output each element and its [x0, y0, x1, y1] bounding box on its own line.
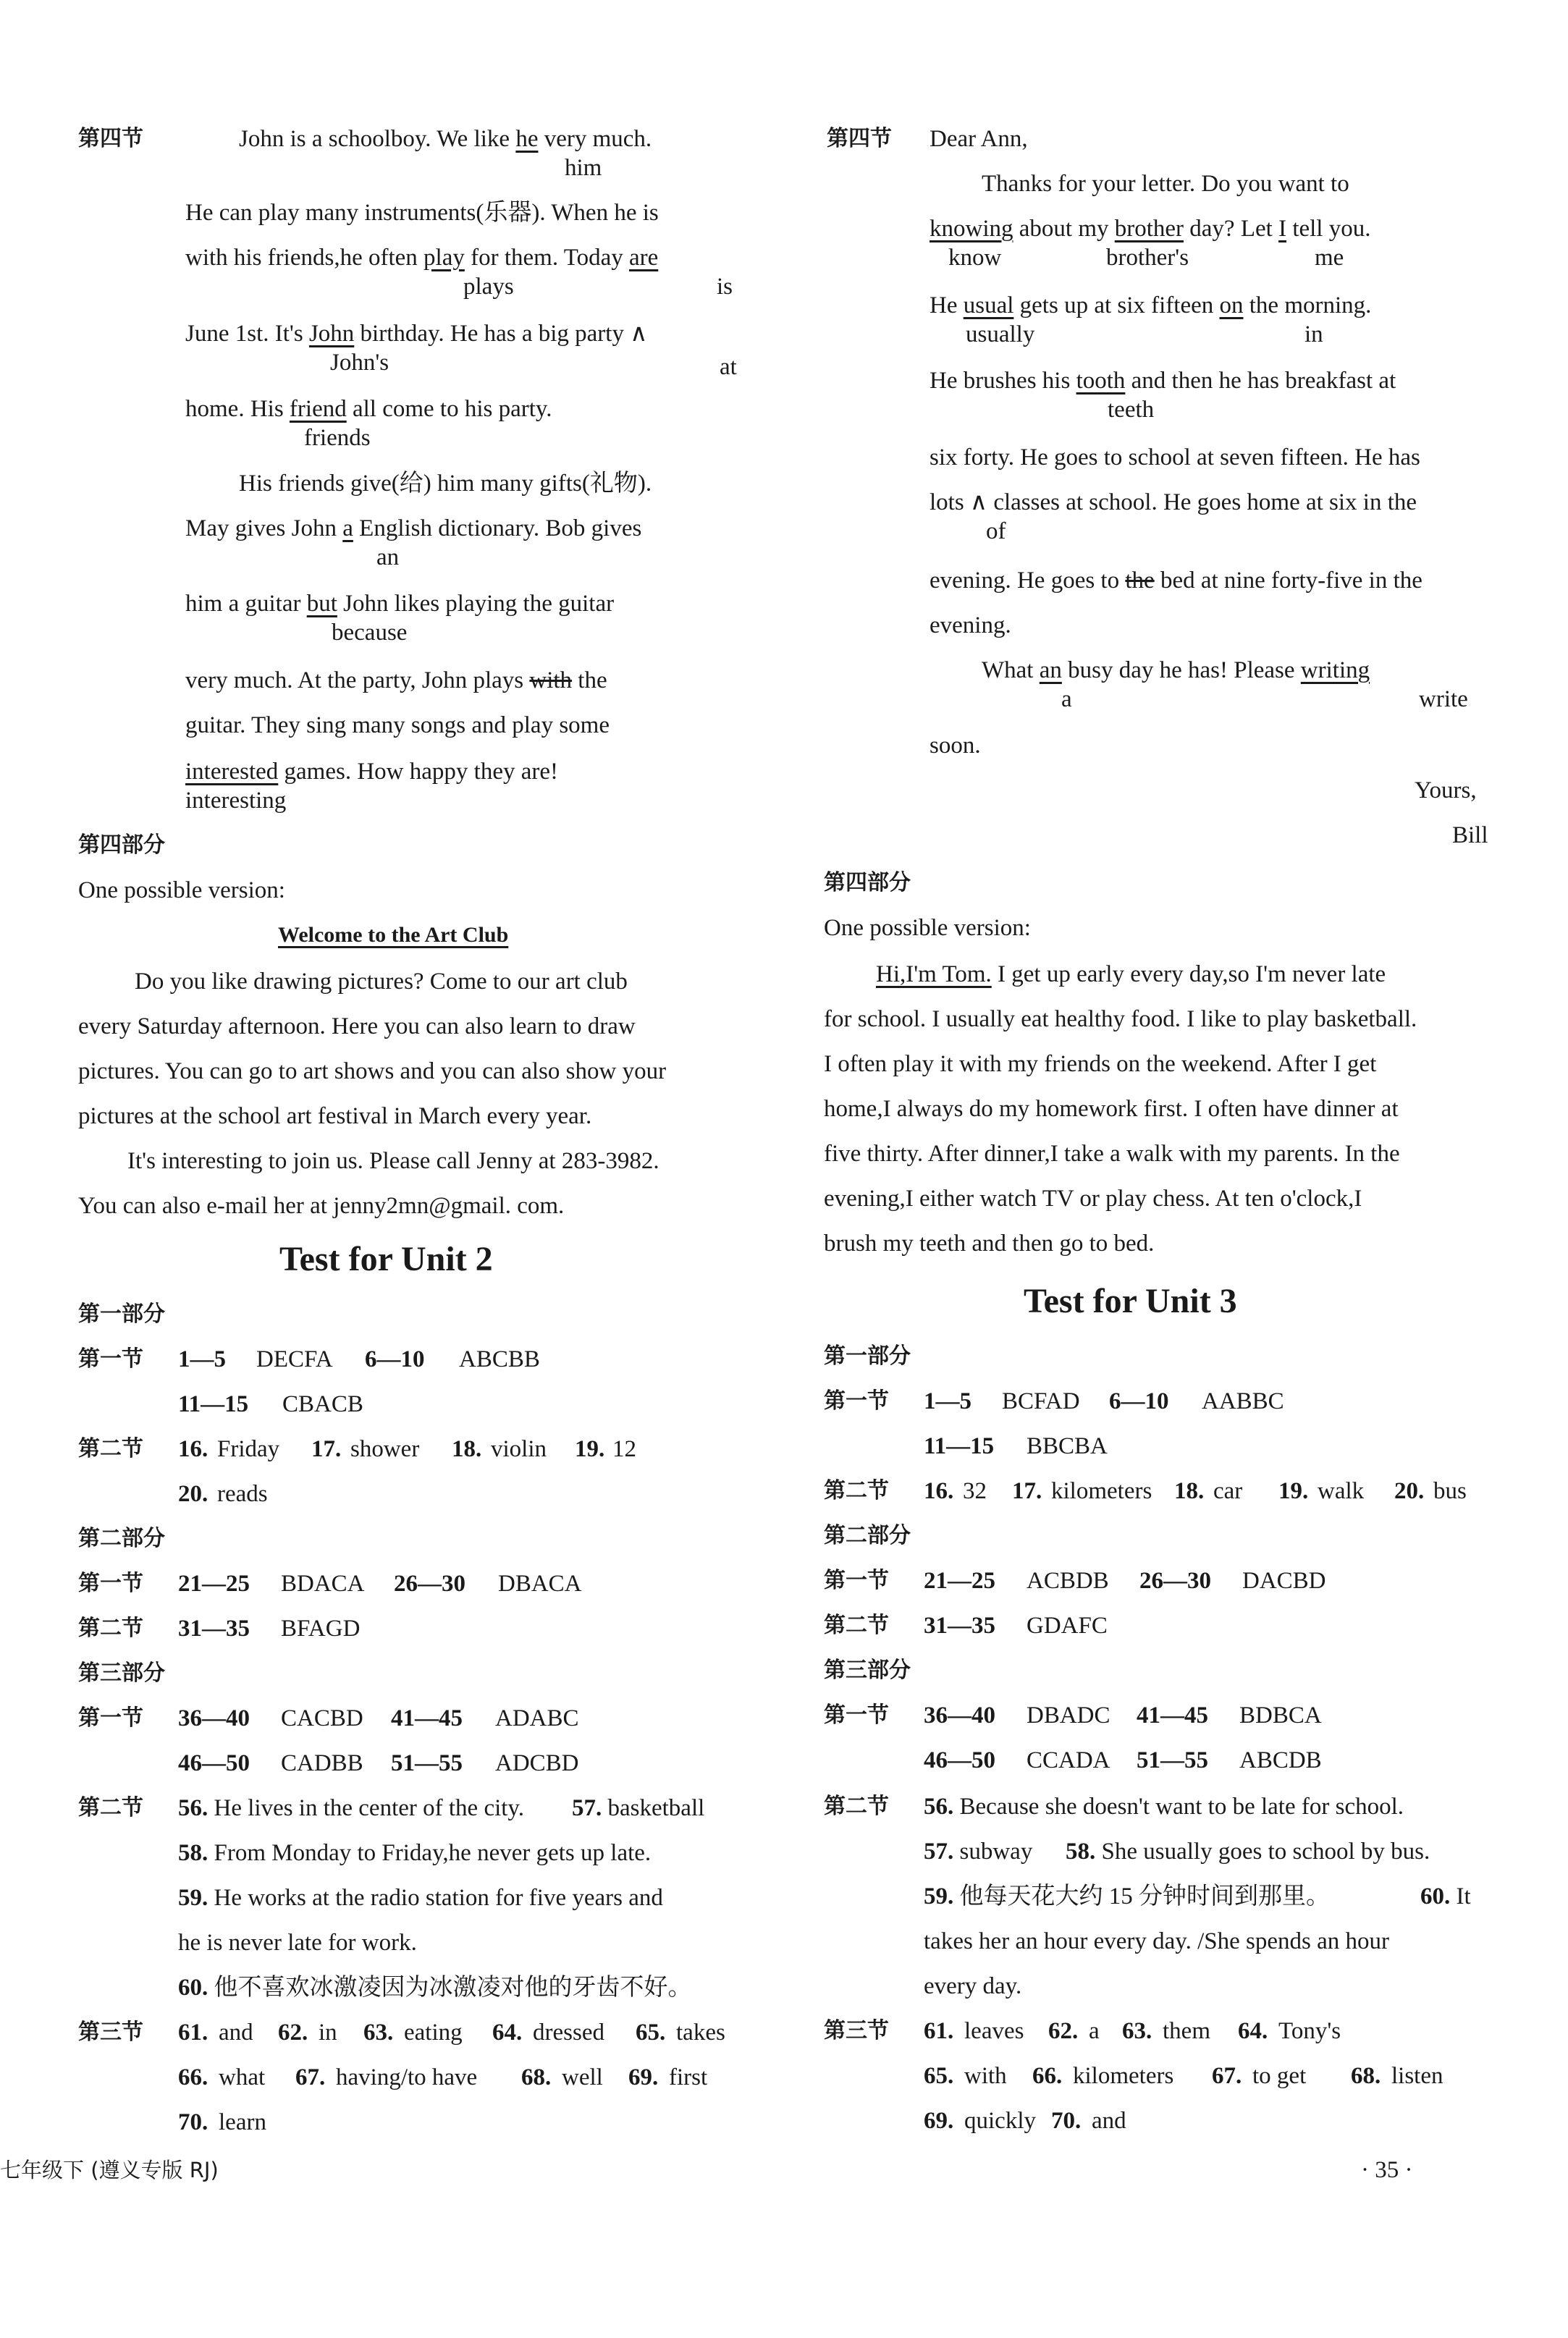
correction-line: John is a schoolboy. We like he very much.: [239, 126, 652, 152]
answer-line: 58. From Monday to Friday,he never gets up late.: [178, 1840, 652, 1866]
answer-text: first: [669, 2064, 708, 2090]
answer-range: 31—35: [178, 1616, 250, 1642]
part-label: 第三部分: [824, 1658, 911, 1683]
essay-line: I often play it with my friends on the weekend. After I get: [824, 1051, 1377, 1077]
answer-text: shower: [350, 1436, 420, 1462]
section-label: 第二节: [78, 1436, 143, 1461]
answer-text: car: [1213, 1478, 1243, 1504]
answer-range: 6—10: [365, 1346, 425, 1372]
answer-key: ADABC: [495, 1705, 579, 1731]
correction-line: home. His friend all come to his party.: [185, 396, 552, 422]
answer-key: CACBD: [281, 1705, 363, 1731]
section-label: 第一节: [78, 1705, 143, 1731]
answer-text: kilometers: [1051, 1478, 1152, 1504]
answer-key: DECFA: [256, 1346, 333, 1372]
correction-note: interesting: [185, 788, 287, 814]
answer-key: DBADC: [1027, 1702, 1110, 1729]
letter-line: evening.: [930, 612, 1011, 638]
correction-line: May gives John a English dictionary. Bob gives: [185, 515, 642, 541]
answer-range: 46—50: [924, 1747, 995, 1773]
answer-line: 59. He works at the radio station for five years and: [178, 1885, 663, 1911]
answer-range: 46—50: [178, 1750, 250, 1776]
answer-number: 70.: [178, 2109, 208, 2135]
answer-text: listen: [1391, 2063, 1443, 2089]
essay-line: You can also e-mail her at jenny2mn@gmail. com.: [78, 1193, 565, 1219]
section-label: 第一节: [78, 1571, 143, 1596]
answer-key: AABBC: [1202, 1388, 1284, 1414]
correction-note: John's: [330, 350, 389, 376]
answer-text: reads: [217, 1481, 268, 1507]
part-label: 第四部分: [78, 832, 165, 858]
answer-text: dressed: [533, 2020, 604, 2046]
answer-text: 32: [963, 1478, 987, 1504]
answer-range: 11—15: [924, 1433, 995, 1459]
correction-note: a: [1061, 686, 1072, 712]
answer-key: CADBB: [281, 1750, 363, 1776]
answer-text: walk: [1318, 1478, 1365, 1504]
answer-text: having/to have: [336, 2064, 478, 2090]
answer-text: bus: [1433, 1478, 1467, 1504]
letter-greeting: Dear Ann,: [930, 126, 1028, 152]
unit-title: Test for Unit 3: [1024, 1282, 1237, 1320]
answer-number: 68.: [1351, 2063, 1381, 2089]
answer-range: 11—15: [178, 1391, 249, 1417]
section-label: 第二节: [824, 1794, 889, 1819]
answer-range: 36—40: [924, 1702, 995, 1729]
answer-text: and: [219, 2020, 253, 2046]
correction-line: him a guitar but John likes playing the guitar: [185, 591, 615, 617]
part-label: 第一部分: [78, 1301, 165, 1327]
answer-key: DBACA: [498, 1571, 582, 1597]
answer-text: well: [562, 2064, 603, 2090]
answer-key: BBCBA: [1027, 1433, 1108, 1459]
answer-line: 57. basketball: [572, 1795, 705, 1821]
answer-key: CBACB: [282, 1391, 363, 1417]
answer-line: 58. She usually goes to school by bus.: [1066, 1839, 1430, 1865]
essay-line: for school. I usually eat healthy food. I like to play basketball.: [824, 1006, 1417, 1032]
answer-line: 57. subway: [924, 1839, 1033, 1865]
essay-title: Welcome to the Art Club: [278, 923, 509, 947]
answer-number: 18.: [1174, 1478, 1205, 1504]
answer-line: 56. Because she doesn't want to be late for school.: [924, 1794, 1404, 1820]
section-label: 第三节: [78, 2020, 143, 2045]
answer-number: 70.: [1051, 2108, 1082, 2134]
answer-range: 26—30: [394, 1571, 465, 1597]
section-label: 第一节: [824, 1388, 889, 1414]
answer-number: 63.: [1122, 2018, 1152, 2044]
answer-text: in: [319, 2020, 337, 2046]
essay-line: brush my teeth and then go to bed.: [824, 1231, 1155, 1257]
answer-number: 66.: [1032, 2063, 1063, 2089]
answer-line: 59. 他每天花大约 15 分钟时间到那里。: [924, 1883, 1330, 1909]
answer-line: he is never late for work.: [178, 1930, 417, 1956]
answer-line: takes her an hour every day. /She spends an hour: [924, 1928, 1390, 1954]
correction-note: usually: [966, 321, 1035, 347]
correction-line: His friends give(给) him many gifts(礼物).: [239, 470, 652, 497]
answer-number: 19.: [575, 1436, 605, 1462]
answer-key: BFAGD: [281, 1616, 361, 1642]
answer-text: eating: [404, 2020, 463, 2046]
correction-line: interested games. How happy they are!: [185, 759, 558, 785]
essay-line: five thirty. After dinner,I take a walk with my parents. In the: [824, 1141, 1400, 1167]
answer-text: a: [1089, 2018, 1100, 2044]
answer-line: 56. He lives in the center of the city.: [178, 1795, 525, 1821]
correction-line: He can play many instruments(乐器). When he is: [185, 200, 659, 226]
answer-range: 6—10: [1109, 1388, 1169, 1414]
answer-line: every day.: [924, 1973, 1022, 1999]
answer-number: 62.: [1048, 2018, 1079, 2044]
correction-note: write: [1419, 686, 1468, 712]
answer-number: 63.: [363, 2020, 394, 2046]
letter-line: evening. He goes to the bed at nine forty-five in the: [930, 567, 1422, 594]
correction-line: very much. At the party, John plays with the: [185, 667, 607, 693]
answer-text: takes: [676, 2020, 725, 2046]
part-label: 第二部分: [824, 1523, 911, 1548]
answer-text: kilometers: [1073, 2063, 1174, 2089]
answer-number: 17.: [311, 1436, 342, 1462]
section-label: 第二节: [78, 1616, 143, 1641]
correction-line: guitar. They sing many songs and play some: [185, 712, 610, 738]
answer-text: leaves: [964, 2018, 1024, 2044]
answer-range: 1—5: [178, 1346, 226, 1372]
answer-text: with: [964, 2063, 1007, 2089]
section-label: 第一节: [78, 1346, 143, 1372]
correction-note: teeth: [1108, 397, 1155, 423]
answer-key: DACBD: [1242, 1568, 1326, 1594]
correction-note: him: [565, 155, 602, 181]
answer-range: 36—40: [178, 1705, 250, 1731]
correction-note: because: [332, 620, 408, 646]
answer-number: 62.: [278, 2020, 308, 2046]
answer-number: 65.: [924, 2063, 954, 2089]
answer-text: 12: [612, 1436, 636, 1462]
correction-line: with his friends,he often play for them. Today are: [185, 245, 659, 271]
correction-note: at: [720, 354, 737, 380]
essay-line: Hi,I'm Tom. I get up early every day,so I'm never late: [876, 961, 1386, 987]
essay-intro: One possible version:: [78, 877, 285, 903]
answer-text: to get: [1252, 2063, 1307, 2089]
essay-line: home,I always do my homework first. I often have dinner at: [824, 1096, 1399, 1122]
answer-range: 1—5: [924, 1388, 971, 1414]
part-label: 第三部分: [78, 1660, 165, 1686]
part-label: 第二部分: [78, 1526, 165, 1551]
answer-text: violin: [491, 1436, 547, 1462]
essay-line: evening,I either watch TV or play chess. At ten o'clock,I: [824, 1186, 1362, 1212]
answer-key: ABCDB: [1239, 1747, 1322, 1773]
answer-number: 19.: [1278, 1478, 1309, 1504]
answer-number: 65.: [636, 2020, 666, 2046]
answer-number: 61.: [178, 2020, 208, 2046]
answer-key: BDACA: [281, 1571, 365, 1597]
essay-line: Do you like drawing pictures? Come to our art club: [135, 968, 628, 995]
answer-number: 18.: [452, 1436, 482, 1462]
essay-line: every Saturday afternoon. Here you can also learn to draw: [78, 1013, 636, 1039]
section-label: 第一节: [824, 1568, 889, 1593]
answer-range: 26—30: [1139, 1568, 1211, 1594]
letter-line: soon.: [930, 733, 981, 759]
letter-line: He usual gets up at six fifteen on the morning.: [930, 292, 1372, 318]
letter-line: He brushes his tooth and then he has breakfast at: [930, 368, 1396, 394]
letter-line: What an busy day he has! Please writing: [982, 657, 1370, 683]
section-label: 第二节: [78, 1795, 143, 1820]
answer-key: ABCBB: [459, 1346, 540, 1372]
answer-number: 68.: [521, 2064, 552, 2090]
correction-note: friends: [304, 425, 371, 451]
essay-intro: One possible version:: [824, 915, 1031, 941]
footer-edition: 七年级下 (遵义专版 RJ): [0, 2158, 219, 2182]
page-number: · 35 ·: [1361, 2157, 1413, 2183]
essay-line: It's interesting to join us. Please call Jenny at 283-3982.: [127, 1148, 659, 1174]
answer-text: Friday: [217, 1436, 280, 1462]
part-label: 第一部分: [824, 1343, 911, 1369]
answer-number: 17.: [1012, 1478, 1042, 1504]
answer-key: ACBDB: [1027, 1568, 1109, 1594]
correction-line: June 1st. It's John birthday. He has a big party ∧: [185, 321, 648, 347]
answer-number: 16.: [924, 1478, 954, 1504]
correction-note: is: [717, 274, 733, 300]
answer-number: 67.: [295, 2064, 326, 2090]
answer-text: and: [1092, 2108, 1126, 2134]
section-label: 第四节: [78, 126, 143, 151]
correction-note: me: [1315, 245, 1344, 271]
essay-line: pictures. You can go to art shows and you can also show your: [78, 1058, 667, 1084]
answer-range: 41—45: [391, 1705, 463, 1731]
answer-number: 16.: [178, 1436, 208, 1462]
answer-text: what: [219, 2064, 266, 2090]
answer-number: 69.: [924, 2108, 954, 2134]
letter-line: Thanks for your letter. Do you want to: [982, 171, 1349, 197]
correction-note: brother's: [1106, 245, 1189, 271]
answer-range: 21—25: [924, 1568, 995, 1594]
section-label: 第三节: [824, 2018, 889, 2043]
answer-text: them: [1163, 2018, 1210, 2044]
section-label: 第一节: [824, 1702, 889, 1728]
letter-line: knowing about my brother day? Let I tell you.: [930, 216, 1371, 242]
answer-range: 51—55: [1137, 1747, 1208, 1773]
letter-closing: Yours,: [1415, 777, 1477, 803]
correction-note: plays: [463, 274, 514, 300]
answer-number: 61.: [924, 2018, 954, 2044]
answer-key: CCADA: [1027, 1747, 1110, 1773]
letter-line: lots ∧ classes at school. He goes home at six in the: [930, 489, 1417, 515]
section-label: 第二节: [824, 1478, 889, 1503]
answer-number: 20.: [1394, 1478, 1425, 1504]
part-label: 第四部分: [824, 870, 911, 895]
answer-line: 60. It: [1420, 1883, 1471, 1909]
correction-note: an: [376, 544, 400, 570]
correction-note: know: [948, 245, 1002, 271]
correction-note: in: [1304, 321, 1323, 347]
answer-key: BCFAD: [1002, 1388, 1080, 1414]
unit-title: Test for Unit 2: [279, 1240, 493, 1278]
answer-number: 20.: [178, 1481, 208, 1507]
letter-signature: Bill: [1452, 822, 1488, 848]
answer-range: 51—55: [391, 1750, 463, 1776]
answer-range: 41—45: [1137, 1702, 1208, 1729]
answer-number: 69.: [628, 2064, 659, 2090]
essay-line: pictures at the school art festival in March every year.: [78, 1103, 592, 1129]
answer-range: 21—25: [178, 1571, 250, 1597]
answer-key: ADCBD: [495, 1750, 579, 1776]
answer-key: GDAFC: [1027, 1613, 1108, 1639]
answer-text: quickly: [964, 2108, 1036, 2134]
answer-number: 64.: [492, 2020, 523, 2046]
answer-number: 66.: [178, 2064, 208, 2090]
answer-text: learn: [219, 2109, 266, 2135]
answer-number: 64.: [1238, 2018, 1268, 2044]
answer-range: 31—35: [924, 1613, 995, 1639]
answer-key: BDBCA: [1239, 1702, 1322, 1729]
answer-number: 67.: [1212, 2063, 1242, 2089]
answer-line: 60. 他不喜欢冰激凌因为冰激凌对他的牙齿不好。: [178, 1975, 692, 2001]
correction-note: of: [986, 518, 1006, 544]
letter-line: six forty. He goes to school at seven fifteen. He has: [930, 444, 1420, 470]
section-label: 第四节: [827, 126, 892, 151]
section-label: 第二节: [824, 1613, 889, 1638]
answer-text: Tony's: [1278, 2018, 1341, 2044]
